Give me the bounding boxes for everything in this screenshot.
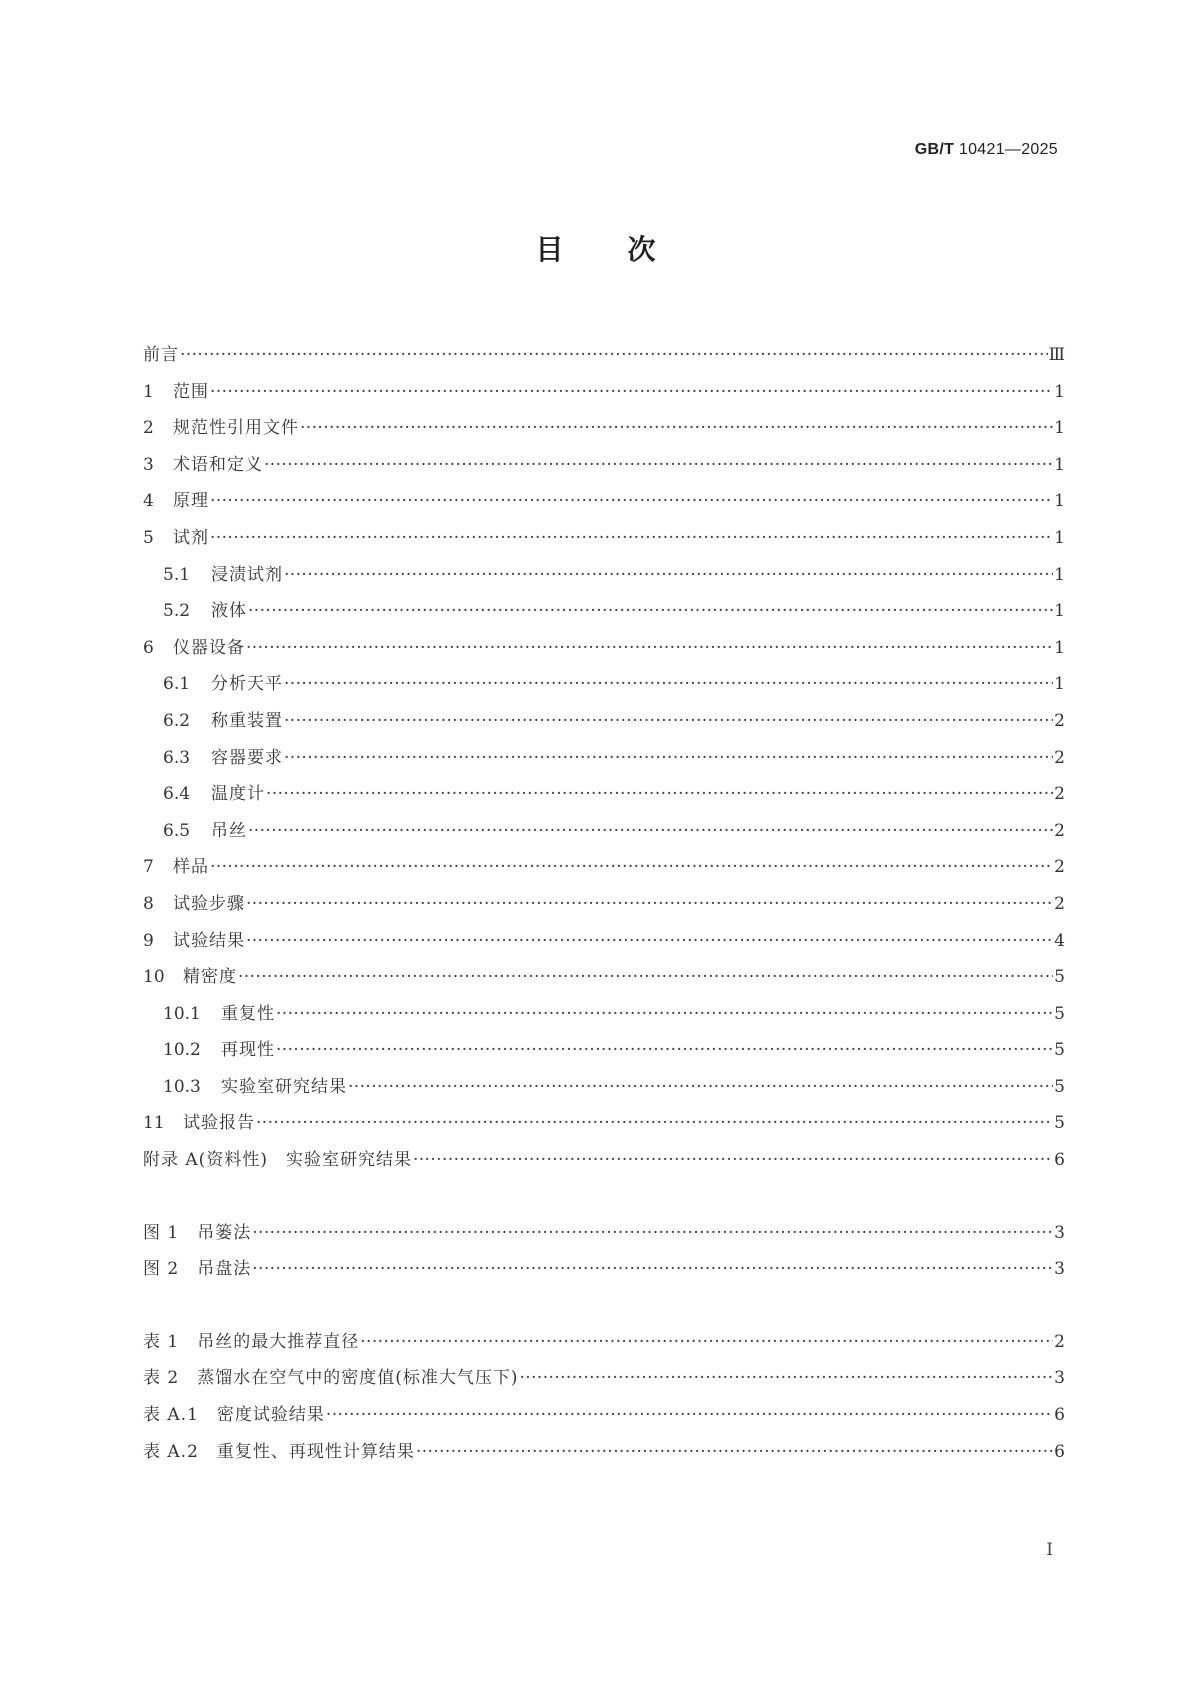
toc-entry-number: 3 — [143, 454, 154, 475]
toc-entry-page: 1 — [1054, 454, 1065, 475]
toc-entry[interactable] — [143, 1251, 1065, 1288]
toc-tables-section — [143, 1324, 1065, 1470]
toc-dot-leader — [252, 1251, 1053, 1288]
toc-entry-number: 7 — [143, 857, 154, 878]
toc-entry-page: Ⅲ — [1048, 345, 1065, 365]
toc-entry-label: 附录 A(资料性) 实验室研究结果 — [143, 1150, 412, 1171]
toc-entry-label: 原理 — [173, 491, 209, 512]
toc-entry-label: 温度计 — [211, 784, 265, 805]
toc-entry-label: 液体 — [211, 601, 247, 622]
toc-dot-leader — [248, 813, 1053, 850]
toc-entry-page: 6 — [1054, 1441, 1065, 1462]
toc-entry[interactable] — [143, 740, 1065, 777]
page-folio: I — [1046, 1540, 1053, 1560]
toc-entry-number: 10.3 — [163, 1076, 201, 1097]
toc-dot-leader — [252, 1215, 1053, 1252]
toc-dot-leader — [519, 1360, 1053, 1397]
toc-entry-label: 吊丝 — [211, 820, 247, 841]
toc-entry-page: 1 — [1054, 564, 1065, 585]
toc-main-section — [143, 337, 1065, 1179]
toc-entry-number: 10.2 — [163, 1040, 201, 1061]
toc-entry-number: 6.3 — [163, 747, 191, 768]
toc-entry-page: 1 — [1054, 674, 1065, 695]
toc-entry-page: 1 — [1054, 637, 1065, 658]
toc-entry-page: 2 — [1054, 820, 1065, 841]
toc-entry-number: 2 — [143, 418, 154, 439]
toc-entry-page: 2 — [1054, 893, 1065, 914]
toc-entry-label: 表 1 吊丝的最大推荐直径 — [143, 1331, 360, 1352]
toc-entry[interactable] — [143, 666, 1065, 703]
toc-entry[interactable] — [143, 630, 1065, 667]
toc-entry[interactable] — [143, 813, 1065, 850]
toc-entry[interactable] — [143, 776, 1065, 813]
toc-entry-label: 分析天平 — [211, 674, 283, 695]
toc-entry[interactable] — [143, 557, 1065, 594]
toc-entry-number: 10.1 — [163, 1003, 201, 1024]
toc-entry-label: 图 2 吊盘法 — [143, 1259, 252, 1280]
toc-entry[interactable] — [143, 337, 1065, 374]
toc-entry[interactable] — [143, 1434, 1065, 1471]
toc-entry-page: 3 — [1054, 1222, 1065, 1243]
toc-entry[interactable] — [143, 1397, 1065, 1434]
toc-dot-leader — [246, 923, 1053, 960]
toc-entry-page: 1 — [1054, 381, 1065, 402]
toc-entry-number: 5 — [143, 527, 154, 548]
toc-entry-label: 试验步骤 — [173, 893, 245, 914]
toc-entry-page: 2 — [1054, 857, 1065, 878]
toc-entry-number: 11 — [143, 1113, 165, 1134]
toc-entry[interactable] — [143, 1032, 1065, 1069]
standard-number: 10421—2025 — [954, 141, 1058, 158]
toc-dot-leader — [246, 886, 1053, 923]
toc-entry-label: 表 A.1 密度试验结果 — [143, 1405, 325, 1426]
toc-entry-label: 图 1 吊篓法 — [143, 1222, 252, 1243]
toc-entry[interactable] — [143, 1105, 1065, 1142]
toc-entry-label: 范围 — [173, 381, 209, 402]
toc-entry-number: 4 — [143, 491, 154, 512]
toc-entry-label: 浸渍试剂 — [211, 564, 283, 585]
toc-entry-number: 10 — [143, 967, 165, 988]
toc-entry-number: 8 — [143, 893, 154, 914]
toc-entry-page: 5 — [1054, 1003, 1065, 1024]
toc-entry-number: 6.5 — [163, 820, 191, 841]
toc-entry-number: 6 — [143, 637, 154, 658]
toc-entry[interactable] — [143, 410, 1065, 447]
toc-entry-number: 5.2 — [163, 601, 191, 622]
toc-dot-leader — [180, 337, 1048, 374]
toc-entry[interactable] — [143, 593, 1065, 630]
toc-entry-label: 表 A.2 重复性、再现性计算结果 — [143, 1441, 415, 1462]
toc-entry[interactable] — [143, 1069, 1065, 1106]
toc-entry-page: 5 — [1054, 1040, 1065, 1061]
toc-entry-page: 1 — [1054, 601, 1065, 622]
toc-dot-leader — [264, 447, 1053, 484]
toc-entry[interactable] — [143, 520, 1065, 557]
toc-dot-leader — [246, 630, 1053, 667]
toc-dot-leader — [238, 959, 1053, 996]
page-title: 目次 — [535, 233, 720, 266]
toc-entry-page: 1 — [1054, 491, 1065, 512]
toc-entry-page: 1 — [1054, 527, 1065, 548]
toc-entry[interactable] — [143, 374, 1065, 411]
toc-entry-label: 表 2 蒸馏水在空气中的密度值(标准大气压下) — [143, 1368, 519, 1389]
toc-dot-leader — [276, 996, 1053, 1033]
toc-dot-leader — [284, 557, 1053, 594]
toc-entry-number: 6.4 — [163, 784, 191, 805]
toc-entry[interactable] — [143, 1215, 1065, 1252]
toc-entry-label: 称重装置 — [211, 710, 283, 731]
toc-entry[interactable] — [143, 849, 1065, 886]
toc-entry[interactable] — [143, 1360, 1065, 1397]
toc-entry[interactable] — [143, 959, 1065, 996]
toc-entry-label: 试验结果 — [173, 930, 245, 951]
standard-prefix: GB/T — [914, 141, 955, 158]
toc-entry-page: 6 — [1054, 1150, 1065, 1171]
toc-dot-leader — [416, 1434, 1053, 1471]
toc-entry[interactable] — [143, 1142, 1065, 1179]
toc-entry-label: 仪器设备 — [173, 637, 245, 658]
toc-dot-leader — [210, 520, 1053, 557]
toc-entry-label: 样品 — [173, 857, 209, 878]
toc-entry-label: 容器要求 — [211, 747, 283, 768]
toc-figures-section — [143, 1215, 1065, 1288]
toc-entry-label: 术语和定义 — [173, 454, 263, 475]
toc-entry[interactable] — [143, 1324, 1065, 1361]
toc-entry-number: 6.2 — [163, 710, 191, 731]
toc-entry[interactable] — [143, 447, 1065, 484]
toc-entry-page: 6 — [1054, 1405, 1065, 1426]
toc-entry-label: 再现性 — [221, 1040, 275, 1061]
toc-entry-number: 5.1 — [163, 564, 191, 585]
toc-entry-label: 试剂 — [173, 527, 209, 548]
toc-dot-leader — [326, 1397, 1053, 1434]
toc-dot-leader — [284, 740, 1053, 777]
toc-entry-page: 2 — [1054, 1331, 1065, 1352]
toc-dot-leader — [348, 1069, 1053, 1106]
toc-dot-leader — [210, 849, 1053, 886]
toc-entry-number: 6.1 — [163, 674, 191, 695]
toc-entry[interactable] — [143, 483, 1065, 520]
toc-entry-page: 1 — [1054, 418, 1065, 439]
toc-dot-leader — [360, 1324, 1053, 1361]
toc-entry[interactable] — [143, 923, 1065, 960]
toc-entry[interactable] — [143, 703, 1065, 740]
toc-entry-page: 2 — [1054, 747, 1065, 768]
toc-dot-leader — [300, 410, 1053, 447]
toc-dot-leader — [413, 1142, 1053, 1179]
section-gap — [143, 1179, 1065, 1215]
toc-entry-label: 前言 — [143, 345, 179, 365]
toc-entry-label: 精密度 — [183, 967, 237, 988]
toc-entry-label: 规范性引用文件 — [173, 418, 299, 439]
toc-entry-page: 3 — [1054, 1259, 1065, 1280]
toc-dot-leader — [210, 374, 1053, 411]
toc-entry-page: 2 — [1054, 710, 1065, 731]
toc-dot-leader — [210, 483, 1053, 520]
toc-entry-label: 试验报告 — [183, 1113, 255, 1134]
toc-entry-page: 2 — [1054, 784, 1065, 805]
toc-entry[interactable] — [143, 996, 1065, 1033]
toc-dot-leader — [266, 776, 1053, 813]
toc-entry-page: 5 — [1054, 1076, 1065, 1097]
toc-dot-leader — [276, 1032, 1053, 1069]
toc-entry-number: 9 — [143, 930, 154, 951]
toc-entry-page: 4 — [1054, 930, 1065, 951]
toc-entry[interactable] — [143, 886, 1065, 923]
toc-dot-leader — [284, 703, 1053, 740]
toc-entry-label: 实验室研究结果 — [221, 1076, 347, 1097]
toc-entry-label: 重复性 — [221, 1003, 275, 1024]
section-gap — [143, 1288, 1065, 1324]
toc-entry-page: 5 — [1054, 1113, 1065, 1134]
standard-code — [915, 141, 1058, 159]
toc-dot-leader — [256, 1105, 1053, 1142]
table-of-contents — [143, 337, 1065, 1470]
toc-dot-leader — [248, 593, 1053, 630]
toc-entry-page: 3 — [1054, 1368, 1065, 1389]
toc-dot-leader — [284, 666, 1053, 703]
toc-entry-page: 5 — [1054, 967, 1065, 988]
toc-entry-number: 1 — [143, 381, 154, 402]
